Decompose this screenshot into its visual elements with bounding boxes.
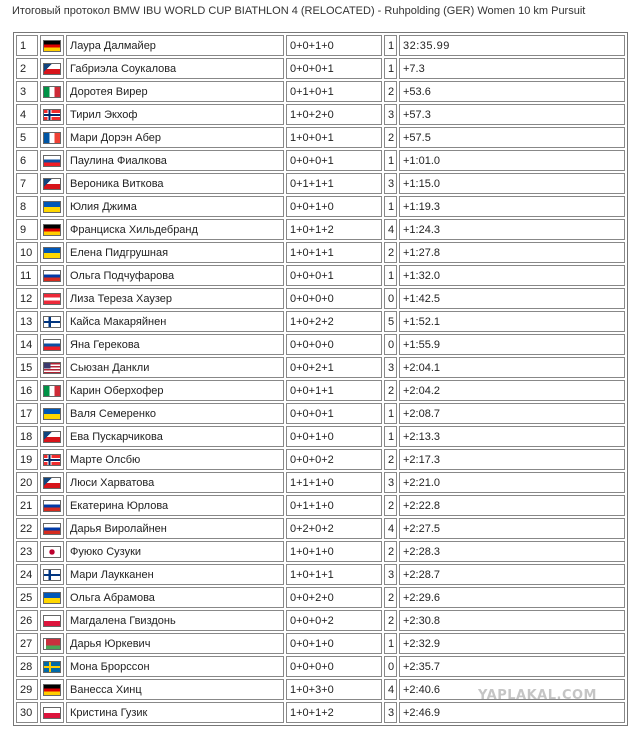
athlete-name-cell: Фуюко Сузуки [66,541,284,562]
penalties-cell: 3 [384,173,397,194]
country-flag-icon [43,293,61,305]
rank-cell: 19 [16,449,38,470]
flag-cell [40,702,64,723]
table-row [16,242,625,263]
rank-cell: 28 [16,656,38,677]
penalties-cell: 1 [384,426,397,447]
time-cell: +57.5 [399,127,625,148]
penalties-cell: 4 [384,219,397,240]
shooting-cell: 0+1+1+0 [286,495,382,516]
penalties-cell: 2 [384,380,397,401]
table-row [16,426,625,447]
penalties-cell: 1 [384,265,397,286]
time-cell: +1:55.9 [399,334,625,355]
shooting-cell: 1+0+1+1 [286,564,382,585]
rank-cell: 14 [16,334,38,355]
flag-cell [40,242,64,263]
athlete-name-cell: Кристина Гузик [66,702,284,723]
country-flag-icon [43,270,61,282]
athlete-name-cell: Вероника Виткова [66,173,284,194]
time-cell: +2:46.9 [399,702,625,723]
athlete-name-cell: Сьюзан Данкли [66,357,284,378]
table-row [16,357,625,378]
shooting-cell: 1+0+1+0 [286,541,382,562]
athlete-name-cell: Лаура Далмайер [66,35,284,56]
shooting-cell: 1+1+1+0 [286,472,382,493]
shooting-cell: 0+0+0+0 [286,288,382,309]
time-cell: +1:52.1 [399,311,625,332]
time-cell: +1:24.3 [399,219,625,240]
country-flag-icon [43,500,61,512]
shooting-cell: 0+0+0+0 [286,334,382,355]
penalties-cell: 2 [384,610,397,631]
country-flag-icon [43,523,61,535]
time-cell: +2:40.6 [399,679,625,700]
time-cell: +2:28.3 [399,541,625,562]
shooting-cell: 0+1+1+1 [286,173,382,194]
rank-cell: 9 [16,219,38,240]
athlete-name-cell: Ольга Подчуфарова [66,265,284,286]
table-row [16,58,625,79]
table-row [16,702,625,723]
rank-cell: 18 [16,426,38,447]
penalties-cell: 1 [384,58,397,79]
time-cell: +1:32.0 [399,265,625,286]
penalties-cell: 2 [384,541,397,562]
flag-cell [40,265,64,286]
shooting-cell: 1+0+3+0 [286,679,382,700]
penalties-cell: 0 [384,288,397,309]
table-row [16,495,625,516]
country-flag-icon [43,40,61,52]
athlete-name-cell: Мари Лаукканен [66,564,284,585]
rank-cell: 1 [16,35,38,56]
shooting-cell: 0+0+0+1 [286,403,382,424]
penalties-cell: 4 [384,679,397,700]
penalties-cell: 2 [384,242,397,263]
table-row [16,265,625,286]
athlete-name-cell: Ольга Абрамова [66,587,284,608]
penalties-cell: 2 [384,127,397,148]
time-cell: +2:17.3 [399,449,625,470]
shooting-cell: 0+0+1+0 [286,196,382,217]
country-flag-icon [43,661,61,673]
flag-cell [40,219,64,240]
rank-cell: 22 [16,518,38,539]
flag-cell [40,426,64,447]
time-cell: +2:13.3 [399,426,625,447]
shooting-cell: 1+0+1+2 [286,219,382,240]
penalties-cell: 0 [384,334,397,355]
flag-cell [40,633,64,654]
rank-cell: 24 [16,564,38,585]
results-table [13,32,628,726]
shooting-cell: 0+0+2+0 [286,587,382,608]
table-row [16,403,625,424]
table-row [16,334,625,355]
country-flag-icon [43,385,61,397]
site-watermark: YAPLAKAL.COM [478,688,597,703]
penalties-cell: 3 [384,357,397,378]
country-flag-icon [43,339,61,351]
time-cell: +53.6 [399,81,625,102]
country-flag-icon [43,615,61,627]
flag-cell [40,656,64,677]
country-flag-icon [43,247,61,259]
athlete-name-cell: Магдалена Гвиздонь [66,610,284,631]
athlete-name-cell: Екатерина Юрлова [66,495,284,516]
athlete-name-cell: Доротея Вирер [66,81,284,102]
time-cell: +2:21.0 [399,472,625,493]
athlete-name-cell: Франциска Хильдебранд [66,219,284,240]
rank-cell: 10 [16,242,38,263]
rank-cell: 17 [16,403,38,424]
table-row [16,587,625,608]
time-cell: +2:29.6 [399,587,625,608]
rank-cell: 20 [16,472,38,493]
shooting-cell: 0+1+0+1 [286,81,382,102]
shooting-cell: 1+0+1+2 [286,702,382,723]
athlete-name-cell: Марте Олсбю [66,449,284,470]
time-cell: +2:35.7 [399,656,625,677]
flag-cell [40,104,64,125]
flag-cell [40,357,64,378]
time-cell: +1:19.3 [399,196,625,217]
country-flag-icon [43,109,61,121]
rank-cell: 4 [16,104,38,125]
flag-cell [40,564,64,585]
rank-cell: 5 [16,127,38,148]
rank-cell: 8 [16,196,38,217]
time-cell: 32:35.99 [399,35,625,56]
table-row [16,633,625,654]
country-flag-icon [43,178,61,190]
penalties-cell: 3 [384,104,397,125]
flag-cell [40,81,64,102]
shooting-cell: 0+0+1+1 [286,380,382,401]
rank-cell: 30 [16,702,38,723]
penalties-cell: 3 [384,702,397,723]
flag-cell [40,541,64,562]
country-flag-icon [43,569,61,581]
table-row [16,196,625,217]
country-flag-icon [43,201,61,213]
athlete-name-cell: Елена Пидгрушная [66,242,284,263]
shooting-cell: 1+0+2+0 [286,104,382,125]
rank-cell: 11 [16,265,38,286]
time-cell: +2:30.8 [399,610,625,631]
page-title: Итоговый протокол BMW IBU WORLD CUP BIATHLON 4 (RELOCATED) - Ruhpolding (GER) Women 10 km Pursuit [12,5,586,17]
table-row [16,564,625,585]
shooting-cell: 0+0+0+2 [286,449,382,470]
country-flag-icon [43,431,61,443]
country-flag-icon [43,454,61,466]
country-flag-icon [43,224,61,236]
penalties-cell: 2 [384,449,397,470]
country-flag-icon [43,592,61,604]
penalties-cell: 2 [384,587,397,608]
flag-cell [40,495,64,516]
rank-cell: 7 [16,173,38,194]
penalties-cell: 1 [384,196,397,217]
table-row [16,518,625,539]
time-cell: +1:27.8 [399,242,625,263]
penalties-cell: 2 [384,81,397,102]
table-row [16,219,625,240]
rank-cell: 12 [16,288,38,309]
shooting-cell: 1+0+2+2 [286,311,382,332]
athlete-name-cell: Валя Семеренко [66,403,284,424]
time-cell: +2:27.5 [399,518,625,539]
flag-cell [40,58,64,79]
rank-cell: 3 [16,81,38,102]
rank-cell: 13 [16,311,38,332]
table-row [16,104,625,125]
country-flag-icon [43,86,61,98]
time-cell: +2:28.7 [399,564,625,585]
flag-cell [40,403,64,424]
country-flag-icon [43,408,61,420]
table-row [16,288,625,309]
athlete-name-cell: Юлия Джима [66,196,284,217]
shooting-cell: 0+0+2+1 [286,357,382,378]
flag-cell [40,150,64,171]
athlete-name-cell: Кайса Макаряйнен [66,311,284,332]
rank-cell: 6 [16,150,38,171]
penalties-cell: 2 [384,495,397,516]
rank-cell: 27 [16,633,38,654]
athlete-name-cell: Карин Оберхофер [66,380,284,401]
shooting-cell: 0+0+1+0 [286,633,382,654]
rank-cell: 25 [16,587,38,608]
athlete-name-cell: Яна Герекова [66,334,284,355]
table-row [16,380,625,401]
flag-cell [40,35,64,56]
athlete-name-cell: Ева Пускарчикова [66,426,284,447]
table-row [16,173,625,194]
athlete-name-cell: Мари Дорэн Абер [66,127,284,148]
rank-cell: 15 [16,357,38,378]
rank-cell: 26 [16,610,38,631]
athlete-name-cell: Мона Брорссон [66,656,284,677]
flag-cell [40,472,64,493]
athlete-name-cell: Дарья Виролайнен [66,518,284,539]
table-row [16,656,625,677]
country-flag-icon [43,546,61,558]
flag-cell [40,610,64,631]
rank-cell: 16 [16,380,38,401]
table-row [16,81,625,102]
country-flag-icon [43,362,61,374]
time-cell: +1:42.5 [399,288,625,309]
flag-cell [40,679,64,700]
penalties-cell: 1 [384,633,397,654]
flag-cell [40,173,64,194]
table-row [16,35,625,56]
table-row [16,541,625,562]
time-cell: +1:01.0 [399,150,625,171]
athlete-name-cell: Дарья Юркевич [66,633,284,654]
flag-cell [40,587,64,608]
penalties-cell: 1 [384,403,397,424]
flag-cell [40,380,64,401]
athlete-name-cell: Люси Харватова [66,472,284,493]
flag-cell [40,311,64,332]
rank-cell: 2 [16,58,38,79]
table-row [16,449,625,470]
time-cell: +2:32.9 [399,633,625,654]
table-row [16,472,625,493]
athlete-name-cell: Паулина Фиалкова [66,150,284,171]
country-flag-icon [43,477,61,489]
penalties-cell: 0 [384,656,397,677]
athlete-name-cell: Тирил Экхоф [66,104,284,125]
country-flag-icon [43,638,61,650]
penalties-cell: 1 [384,150,397,171]
rank-cell: 29 [16,679,38,700]
athlete-name-cell: Габриэла Соукалова [66,58,284,79]
shooting-cell: 0+0+1+0 [286,426,382,447]
country-flag-icon [43,155,61,167]
shooting-cell: 1+0+1+1 [286,242,382,263]
penalties-cell: 1 [384,35,397,56]
athlete-name-cell: Ванесса Хинц [66,679,284,700]
penalties-cell: 3 [384,564,397,585]
country-flag-icon [43,684,61,696]
time-cell: +2:22.8 [399,495,625,516]
athlete-name-cell: Лиза Тереза Хаузер [66,288,284,309]
shooting-cell: 0+0+0+1 [286,150,382,171]
rank-cell: 23 [16,541,38,562]
shooting-cell: 1+0+0+1 [286,127,382,148]
time-cell: +57.3 [399,104,625,125]
rank-cell: 21 [16,495,38,516]
flag-cell [40,334,64,355]
table-row [16,150,625,171]
results-body [16,35,625,723]
penalties-cell: 3 [384,472,397,493]
penalties-cell: 5 [384,311,397,332]
time-cell: +1:15.0 [399,173,625,194]
table-row [16,311,625,332]
penalties-cell: 4 [384,518,397,539]
country-flag-icon [43,63,61,75]
flag-cell [40,127,64,148]
table-row [16,610,625,631]
time-cell: +2:08.7 [399,403,625,424]
time-cell: +2:04.1 [399,357,625,378]
shooting-cell: 0+2+0+2 [286,518,382,539]
shooting-cell: 0+0+0+1 [286,58,382,79]
flag-cell [40,196,64,217]
country-flag-icon [43,316,61,328]
country-flag-icon [43,707,61,719]
table-row [16,127,625,148]
country-flag-icon [43,132,61,144]
time-cell: +7.3 [399,58,625,79]
flag-cell [40,288,64,309]
flag-cell [40,449,64,470]
flag-cell [40,518,64,539]
shooting-cell: 0+0+0+1 [286,265,382,286]
time-cell: +2:04.2 [399,380,625,401]
shooting-cell: 0+0+1+0 [286,35,382,56]
shooting-cell: 0+0+0+2 [286,610,382,631]
shooting-cell: 0+0+0+0 [286,656,382,677]
